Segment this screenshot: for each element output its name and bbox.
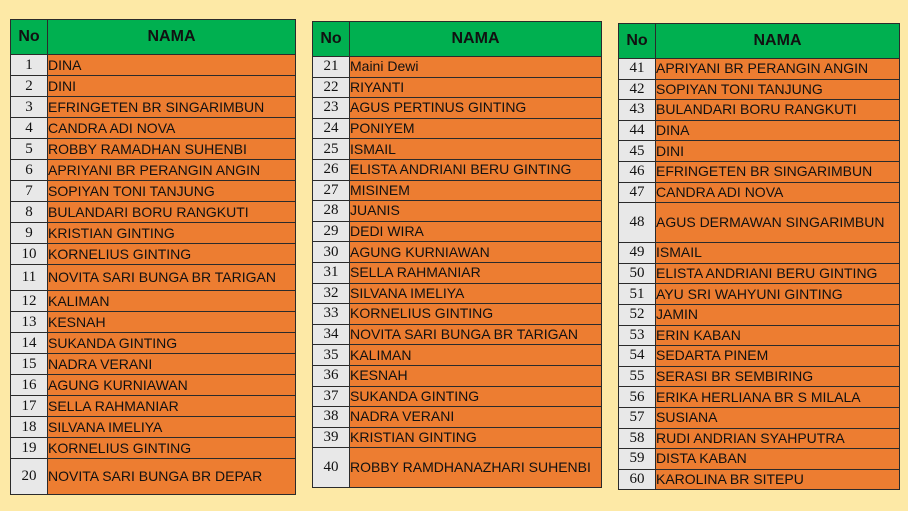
table-row	[11, 417, 296, 438]
table-row	[619, 59, 900, 80]
row-number: 46	[619, 161, 656, 182]
row-number: 9	[11, 223, 48, 244]
person-name: DINA	[48, 55, 296, 76]
person-name: BULANDARI BORU RANGKUTI	[656, 100, 900, 121]
row-number: 24	[313, 118, 350, 139]
person-name: KALIMAN	[48, 291, 296, 312]
table-row	[313, 407, 602, 428]
table-row	[11, 202, 296, 223]
row-number: 16	[11, 375, 48, 396]
table-row	[11, 375, 296, 396]
table-row	[619, 120, 900, 141]
person-name: AGUNG KURNIAWAN	[350, 242, 602, 263]
row-number: 23	[313, 98, 350, 119]
row-number: 60	[619, 469, 656, 490]
person-name: KORNELIUS GINTING	[48, 244, 296, 265]
table-row	[313, 262, 602, 283]
row-number: 30	[313, 242, 350, 263]
table-row	[11, 181, 296, 202]
person-name: NADRA VERANI	[350, 407, 602, 428]
row-number: 34	[313, 324, 350, 345]
table-row	[619, 284, 900, 305]
name-column-header: NAMA	[656, 24, 900, 59]
row-number: 28	[313, 201, 350, 222]
row-number: 18	[11, 417, 48, 438]
table-row	[313, 180, 602, 201]
table-row	[11, 118, 296, 139]
row-number: 15	[11, 354, 48, 375]
row-number: 44	[619, 120, 656, 141]
table-row	[313, 221, 602, 242]
person-name: SILVANA IMELIYA	[350, 283, 602, 304]
person-name: EFRINGETEN BR SINGARIMBUN	[48, 97, 296, 118]
row-number: 19	[11, 438, 48, 459]
table-row	[11, 139, 296, 160]
person-name: ROBBY RAMDHANAZHARI SUHENBI	[350, 448, 602, 488]
table-row	[619, 387, 900, 408]
table-row	[619, 407, 900, 428]
person-name: KORNELIUS GINTING	[48, 438, 296, 459]
person-name: NOVITA SARI BUNGA BR DEPAR	[48, 459, 296, 495]
table-row	[313, 448, 602, 488]
row-number: 21	[313, 57, 350, 78]
person-name: KAROLINA BR SITEPU	[656, 469, 900, 490]
table-row	[313, 159, 602, 180]
table-row	[11, 55, 296, 76]
row-number: 41	[619, 59, 656, 80]
person-name: AGUS PERTINUS GINTING	[350, 98, 602, 119]
table-row	[11, 312, 296, 333]
table-row	[619, 325, 900, 346]
row-number: 27	[313, 180, 350, 201]
table-row	[11, 223, 296, 244]
person-name: RUDI ANDRIAN SYAHPUTRA	[656, 428, 900, 449]
table-row	[619, 366, 900, 387]
row-number: 58	[619, 428, 656, 449]
person-name: SOPIYAN TONI TANJUNG	[48, 181, 296, 202]
person-name: SELLA RAHMANIAR	[48, 396, 296, 417]
row-number: 52	[619, 304, 656, 325]
table-row	[619, 161, 900, 182]
row-number: 2	[11, 76, 48, 97]
row-number: 51	[619, 284, 656, 305]
table-row	[313, 283, 602, 304]
person-name: KORNELIUS GINTING	[350, 304, 602, 325]
row-number: 7	[11, 181, 48, 202]
row-number: 48	[619, 203, 656, 243]
person-name: SEDARTA PINEM	[656, 346, 900, 367]
table-row	[11, 265, 296, 291]
row-number: 11	[11, 265, 48, 291]
table-row	[313, 324, 602, 345]
row-number: 32	[313, 283, 350, 304]
person-name: PONIYEM	[350, 118, 602, 139]
person-name: KESNAH	[48, 312, 296, 333]
person-name: SOPIYAN TONI TANJUNG	[656, 79, 900, 100]
row-number: 17	[11, 396, 48, 417]
person-name: JAMIN	[656, 304, 900, 325]
person-name: ISMAIL	[350, 139, 602, 160]
row-number: 33	[313, 304, 350, 325]
name-table-1	[10, 19, 296, 495]
person-name: APRIYANI BR PERANGIN ANGIN	[48, 160, 296, 181]
table-row	[313, 345, 602, 366]
table-row	[11, 160, 296, 181]
row-number: 55	[619, 366, 656, 387]
row-number: 35	[313, 345, 350, 366]
table-row	[619, 182, 900, 203]
row-number: 22	[313, 77, 350, 98]
person-name: DISTA KABAN	[656, 449, 900, 470]
table-row	[11, 76, 296, 97]
person-name: APRIYANI BR PERANGIN ANGIN	[656, 59, 900, 80]
person-name: AGUNG KURNIAWAN	[48, 375, 296, 396]
name-column-header: NAMA	[48, 20, 296, 55]
row-number: 59	[619, 449, 656, 470]
person-name: RIYANTI	[350, 77, 602, 98]
row-number: 31	[313, 262, 350, 283]
name-table-2	[312, 21, 602, 488]
person-name: ELISTA ANDRIANI BERU GINTING	[656, 263, 900, 284]
table-row	[313, 386, 602, 407]
row-number: 39	[313, 427, 350, 448]
row-number: 37	[313, 386, 350, 407]
row-number: 20	[11, 459, 48, 495]
person-name: KESNAH	[350, 365, 602, 386]
table-row	[619, 263, 900, 284]
row-number: 54	[619, 346, 656, 367]
person-name: CANDRA ADI NOVA	[656, 182, 900, 203]
person-name: AYU SRI WAHYUNI GINTING	[656, 284, 900, 305]
person-name: NADRA VERANI	[48, 354, 296, 375]
person-name: CANDRA ADI NOVA	[48, 118, 296, 139]
table-row	[619, 304, 900, 325]
person-name: AGUS DERMAWAN SINGARIMBUN	[656, 203, 900, 243]
no-column-header: No	[619, 24, 656, 59]
table-row	[11, 291, 296, 312]
table-row	[313, 304, 602, 325]
row-number: 40	[313, 448, 350, 488]
person-name: DINI	[48, 76, 296, 97]
table-row	[313, 242, 602, 263]
table-row	[619, 100, 900, 121]
row-number: 13	[11, 312, 48, 333]
person-name: BULANDARI BORU RANGKUTI	[48, 202, 296, 223]
table-row	[313, 98, 602, 119]
row-number: 10	[11, 244, 48, 265]
person-name: DINI	[656, 141, 900, 162]
person-name: SUKANDA GINTING	[48, 333, 296, 354]
table-row	[313, 77, 602, 98]
person-name: JUANIS	[350, 201, 602, 222]
table-row	[619, 203, 900, 243]
table-row	[11, 97, 296, 118]
person-name: KALIMAN	[350, 345, 602, 366]
row-number: 26	[313, 159, 350, 180]
table-row	[619, 79, 900, 100]
person-name: KRISTIAN GINTING	[350, 427, 602, 448]
person-name: ERIN KABAN	[656, 325, 900, 346]
row-number: 50	[619, 263, 656, 284]
table-row	[313, 57, 602, 78]
table-row	[619, 243, 900, 264]
table-row	[11, 244, 296, 265]
table-row	[619, 346, 900, 367]
person-name: SUSIANA	[656, 407, 900, 428]
row-number: 5	[11, 139, 48, 160]
row-number: 45	[619, 141, 656, 162]
person-name: MISINEM	[350, 180, 602, 201]
table-row	[619, 449, 900, 470]
table-row	[619, 141, 900, 162]
row-number: 8	[11, 202, 48, 223]
table-row	[313, 118, 602, 139]
row-number: 43	[619, 100, 656, 121]
table-row	[11, 438, 296, 459]
row-number: 4	[11, 118, 48, 139]
person-name: SUKANDA GINTING	[350, 386, 602, 407]
row-number: 14	[11, 333, 48, 354]
person-name: Maini Dewi	[350, 57, 602, 78]
row-number: 56	[619, 387, 656, 408]
person-name: SELLA RAHMANIAR	[350, 262, 602, 283]
no-column-header: No	[313, 22, 350, 57]
row-number: 49	[619, 243, 656, 264]
row-number: 36	[313, 365, 350, 386]
person-name: SERASI BR SEMBIRING	[656, 366, 900, 387]
row-number: 38	[313, 407, 350, 428]
person-name: ISMAIL	[656, 243, 900, 264]
person-name: ERIKA HERLIANA BR S MILALA	[656, 387, 900, 408]
table-row	[313, 427, 602, 448]
row-number: 1	[11, 55, 48, 76]
person-name: DINA	[656, 120, 900, 141]
row-number: 42	[619, 79, 656, 100]
no-column-header: No	[11, 20, 48, 55]
row-number: 25	[313, 139, 350, 160]
person-name: KRISTIAN GINTING	[48, 223, 296, 244]
table-row	[313, 139, 602, 160]
row-number: 3	[11, 97, 48, 118]
person-name: SILVANA IMELIYA	[48, 417, 296, 438]
name-table-body	[313, 57, 602, 488]
name-table-body	[619, 59, 900, 490]
table-row	[11, 396, 296, 417]
person-name: ELISTA ANDRIANI BERU GINTING	[350, 159, 602, 180]
row-number: 6	[11, 160, 48, 181]
table-row	[11, 459, 296, 495]
person-name: NOVITA SARI BUNGA BR TARIGAN	[48, 265, 296, 291]
person-name: DEDI WIRA	[350, 221, 602, 242]
row-number: 47	[619, 182, 656, 203]
table-row	[619, 469, 900, 490]
row-number: 53	[619, 325, 656, 346]
name-table-3	[618, 23, 900, 490]
person-name: ROBBY RAMADHAN SUHENBI	[48, 139, 296, 160]
row-number: 57	[619, 407, 656, 428]
person-name: EFRINGETEN BR SINGARIMBUN	[656, 161, 900, 182]
person-name: NOVITA SARI BUNGA BR TARIGAN	[350, 324, 602, 345]
table-row	[313, 201, 602, 222]
row-number: 12	[11, 291, 48, 312]
table-row	[313, 365, 602, 386]
name-column-header: NAMA	[350, 22, 602, 57]
table-row	[11, 354, 296, 375]
table-row	[619, 428, 900, 449]
row-number: 29	[313, 221, 350, 242]
table-row	[11, 333, 296, 354]
name-table-body	[11, 55, 296, 495]
